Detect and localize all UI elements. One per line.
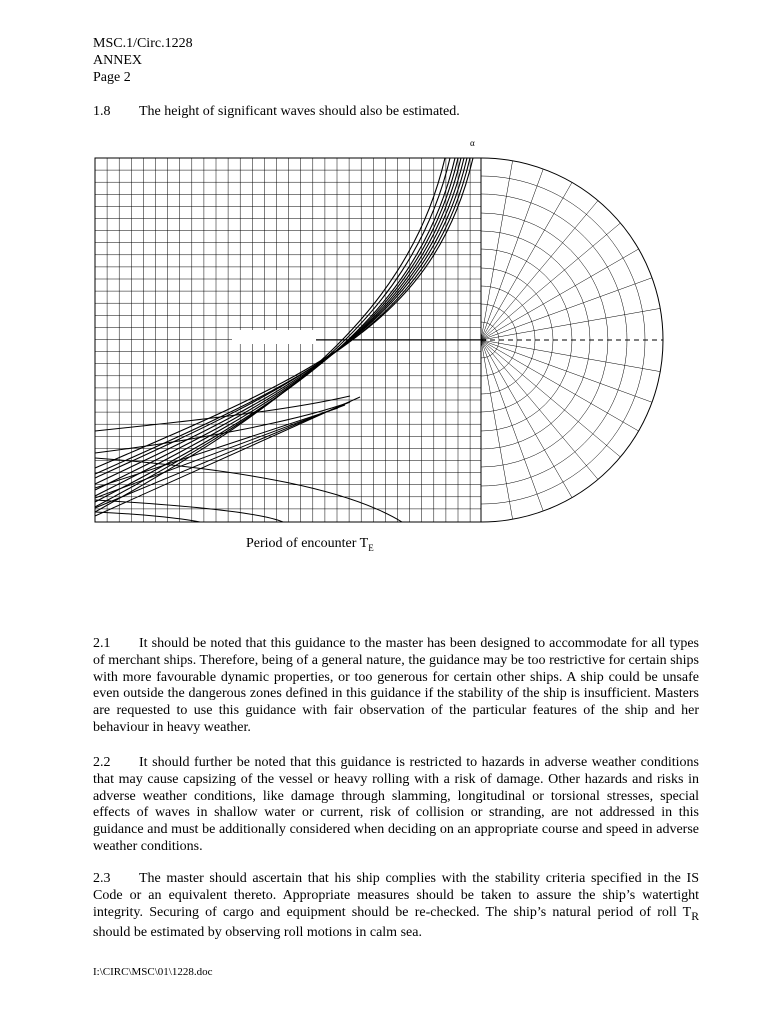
flat-curve [95,402,350,453]
descending-curve [95,512,200,522]
roll-period-subscript: R [691,909,699,923]
paragraph-2-2 [93,755,699,856]
doc-reference: MSC.1/Circ.1228 [93,36,193,51]
figure-caption: Period of encounter $T_E$ [246,536,374,553]
page-number: Page 2 [93,70,131,85]
angle-symbol: α [470,138,475,148]
bearing-line [481,169,543,340]
paragraph-text-end: should be estimated by observing roll motions in calm sea. [93,925,422,941]
section-text: The height of significant waves should also be estimated. [139,104,460,119]
diagram-grid [95,158,481,522]
encounter-curve [95,158,464,484]
bearing-line [481,340,598,479]
polar-diagram [481,158,663,522]
paragraph-number: 2.1 [93,636,111,651]
encounter-curve [95,158,473,468]
file-path-footer: I:\CIRC\MSC\01\1228.doc [93,966,213,978]
paragraph-2-3 [93,871,699,942]
paragraph-text: It should further be noted that this guidance is restricted to hazards in adverse weather conditions that may cause capsizing of the vessel or heavy rolling with a risk of damage. Other hazards and risks in adverse weather conditions, like damage through slamming, longitudinal or torsional stresses, special effects of waves in shallow water or current, risk of collision or stranding, are not addressed in this guidance and must be additionally considered when deciding on an appropriate course and speed in adverse weather conditions. [93,755,699,854]
paragraph-text: The master should ascertain that his ship complies with the stability criteria specified in the IS Code or an equivalent thereto. Appropriate measures should be taken to assure the ship’s watertight integrity. Securing of cargo and equipment should be re-checked. The ship’s natural period of roll T [93,871,699,920]
blank-label-area [232,330,316,344]
paragraph-number: 2.2 [93,755,111,770]
encounter-curve [95,158,467,478]
annex-label: ANNEX [93,53,142,68]
bearing-line [481,278,652,340]
encounter-curve [95,158,461,490]
bearing-line [481,340,543,511]
paragraph-2-1 [93,636,699,737]
bearing-line [481,340,620,457]
section-number: 1.8 [93,104,111,119]
bearing-line [481,201,598,340]
paragraph-text: It should be noted that this guidance to the master has been designed to accommodate for all types of merchant ships. Therefore, being of a general nature, the guidance may be too restrictive for certain ships with more favourable dynamic properties, or too generous for certain other ships. A ship could be unsafe even outside the dangerous zones defined in this guidance if the stability of the ship is insufficient. Masters are requested to use this guidance with fair observation of the particular features of the ship and her behaviour in heavy weather. [93,636,699,735]
bearing-line [481,223,620,340]
paragraph-number: 2.3 [93,871,111,886]
caption-subscript: E [368,542,374,553]
bearing-line [481,340,652,402]
